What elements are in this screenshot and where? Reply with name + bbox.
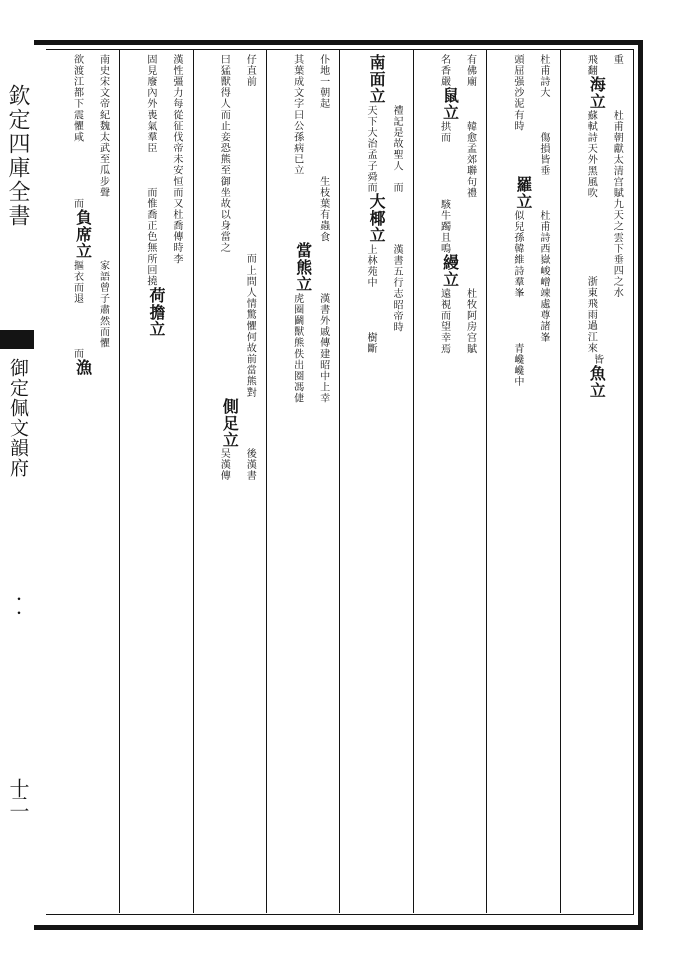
annotation-right: 有佛廟 xyxy=(464,54,476,88)
annotation-left xyxy=(497,132,523,176)
text-column xyxy=(564,54,629,910)
annotation-right: 漢書五行志昭帝時 xyxy=(391,243,403,333)
annotation-right: 韓愈孟郊聯句禮 xyxy=(464,120,476,199)
annotation-left: 吴漢傳 xyxy=(218,448,230,482)
annotation-left: 浙東飛雨過江來 xyxy=(585,276,597,354)
annotation-pair xyxy=(570,276,622,354)
annotation-right: 重 xyxy=(611,54,623,66)
annotation-pair xyxy=(130,198,182,287)
annotation-right: 而 xyxy=(170,186,182,199)
annotation-right: 南史宋文帝紀魏太武至瓜步聲 xyxy=(97,54,109,199)
annotation-left: 拱而 xyxy=(438,120,450,144)
annotation-pair xyxy=(130,187,182,198)
headword: 南面立 xyxy=(367,54,387,105)
annotation-right xyxy=(82,348,108,359)
annotation-left: 天下大治孟子舜 xyxy=(365,104,377,183)
annotation-left: 頭屈强沙泥有時 xyxy=(511,54,523,132)
column-rule xyxy=(560,49,561,913)
annotation-left: 摳衣而退 xyxy=(71,259,83,304)
headword: 負席立 xyxy=(73,209,93,260)
book-title: 欽定四庫全書 xyxy=(5,84,30,228)
annotation-pair xyxy=(423,199,475,254)
annotation-left: 惟喬正色無所回撓 xyxy=(144,198,156,287)
annotation-left: 而 xyxy=(71,198,83,210)
fish-tail-mark xyxy=(0,330,34,346)
annotation-pair xyxy=(423,121,475,199)
text-column xyxy=(270,54,335,910)
annotation-right: 生枝葉有蟲食 xyxy=(317,175,329,243)
text-column xyxy=(490,54,555,910)
annotation-right: 杜甫朝獻太清宫賦九天之雲下垂四 xyxy=(611,109,623,277)
annotation-left: 駭牛躅且鳴 xyxy=(438,198,450,254)
work-title: 御定佩文韻府 xyxy=(7,358,29,478)
annotation-pair xyxy=(497,54,549,132)
headword: 當熊立 xyxy=(293,242,313,293)
annotation-right: 漢性彊力每從征伐帝未安恒 xyxy=(170,54,182,187)
annotation-pair xyxy=(497,343,549,387)
headword: 漁 xyxy=(73,359,93,377)
page-number: 十二 xyxy=(6,778,30,810)
annotation-pair xyxy=(277,293,329,404)
page-margin xyxy=(0,40,34,920)
annotation-pair xyxy=(277,176,329,242)
headword: 側足立 xyxy=(220,397,240,449)
annotation-pair xyxy=(350,105,402,183)
annotation-right: 仔直前 xyxy=(244,54,256,88)
annotation-right: 杜牧阿房宫賦 xyxy=(464,287,476,355)
annotation-right: 仆地一朝起 xyxy=(317,54,329,110)
annotation: 皆 xyxy=(591,353,603,365)
annotation-right: 漢書外戚傳建昭中上幸 xyxy=(317,292,329,404)
column-rule xyxy=(486,49,487,913)
headword: 魚立 xyxy=(587,364,607,399)
annotation-left: 曰猛獸得人而止妾恐熊至御坐故以身當之 xyxy=(218,54,230,254)
annotation-left xyxy=(203,253,229,264)
headword: 鼠立 xyxy=(440,87,460,121)
annotation-left: 上林苑中 xyxy=(365,243,377,289)
headword: 縵立 xyxy=(440,253,460,288)
annotation-right: 禮記是故聖人 xyxy=(391,104,403,172)
annotation-right: 杜甫詩大 xyxy=(537,54,549,99)
annotation-pair xyxy=(570,110,622,276)
annotation-right: 又杜喬傳時李 xyxy=(170,198,182,265)
annotation-pair xyxy=(277,54,329,176)
text-column xyxy=(123,54,188,910)
annotation-pair xyxy=(56,348,108,359)
annotation-pair xyxy=(56,198,108,209)
annotation-left: 蘇軾詩天外黑風吹 xyxy=(585,109,597,199)
annotation-left: 青巉巉中 xyxy=(511,342,523,387)
annotation-pair xyxy=(350,182,402,193)
annotation-pair xyxy=(350,332,402,354)
text-column xyxy=(50,54,115,910)
annotation-right: 上問人情驚懼何故前當熊對 xyxy=(244,264,256,398)
annotation-left: 虎圈鬬獸熊佚出圈馮倢 xyxy=(291,292,303,404)
annotation-left: 其葉成文字曰公孫病已立 xyxy=(291,54,303,176)
annotation-pair xyxy=(203,253,255,264)
annotation-left: 欲渡江都下震懼咸 xyxy=(71,54,83,143)
headword: 荷擔立 xyxy=(146,286,166,338)
annotation-left xyxy=(277,176,303,242)
annotation-left: 樹斷 xyxy=(365,332,377,355)
annotation-right: 傷損皆垂 xyxy=(537,131,549,176)
annotation-left: 而 xyxy=(144,186,156,199)
annotation-pair xyxy=(497,210,549,343)
annotation-pair xyxy=(130,54,182,187)
annotation-right: 家語曾子肅然而懼 xyxy=(97,259,109,349)
headword: 海立 xyxy=(587,76,607,110)
column-rule xyxy=(339,49,340,913)
annotation-pair xyxy=(350,244,402,333)
annotation-pair xyxy=(203,54,255,253)
fish-tail-rule xyxy=(0,346,34,349)
headword: 大椰立 xyxy=(367,193,387,244)
text-column xyxy=(197,54,262,910)
annotation-right: 而 xyxy=(391,182,403,194)
text-column xyxy=(417,54,482,910)
annotation-pair xyxy=(203,448,255,481)
text-column xyxy=(343,54,408,910)
annotation-right xyxy=(82,198,108,209)
annotation-pair xyxy=(570,54,622,76)
annotation-right: 之水 xyxy=(611,276,623,299)
margin-dots: ･･ xyxy=(10,592,26,620)
annotation-right: 後漢書 xyxy=(244,448,256,482)
annotation-left: 名香嚴 xyxy=(438,54,450,88)
annotation-pair xyxy=(203,265,255,398)
annotation-right: 杜甫詩西嶽峻嶒竦處尊諸峯 xyxy=(537,209,549,343)
annotation-pair xyxy=(56,54,108,198)
annotation-left: 遠視而望幸焉 xyxy=(438,287,450,355)
annotation-pair xyxy=(423,288,475,354)
annotation-right xyxy=(376,332,402,354)
annotation-pair xyxy=(56,260,108,349)
headword: 羅立 xyxy=(513,175,533,210)
annotation-left: 固見廢內外喪氣羣臣 xyxy=(144,54,156,154)
column-rule xyxy=(193,49,194,913)
annotation-left: 而 xyxy=(71,348,83,360)
annotation-left: 似兒孫韓維詩羣峯 xyxy=(511,209,523,299)
annotation-right xyxy=(449,199,475,254)
column-rule xyxy=(119,49,120,913)
annotation-left: 飛翻 xyxy=(585,54,597,77)
annotation-pair xyxy=(423,54,475,87)
annotation-right xyxy=(523,343,549,387)
annotation-right: 而 xyxy=(244,253,256,265)
annotation-pair xyxy=(497,132,549,176)
annotation-left xyxy=(203,265,229,398)
annotation-left: 而 xyxy=(365,182,377,194)
column-rule xyxy=(266,49,267,913)
column-rule xyxy=(413,49,414,913)
